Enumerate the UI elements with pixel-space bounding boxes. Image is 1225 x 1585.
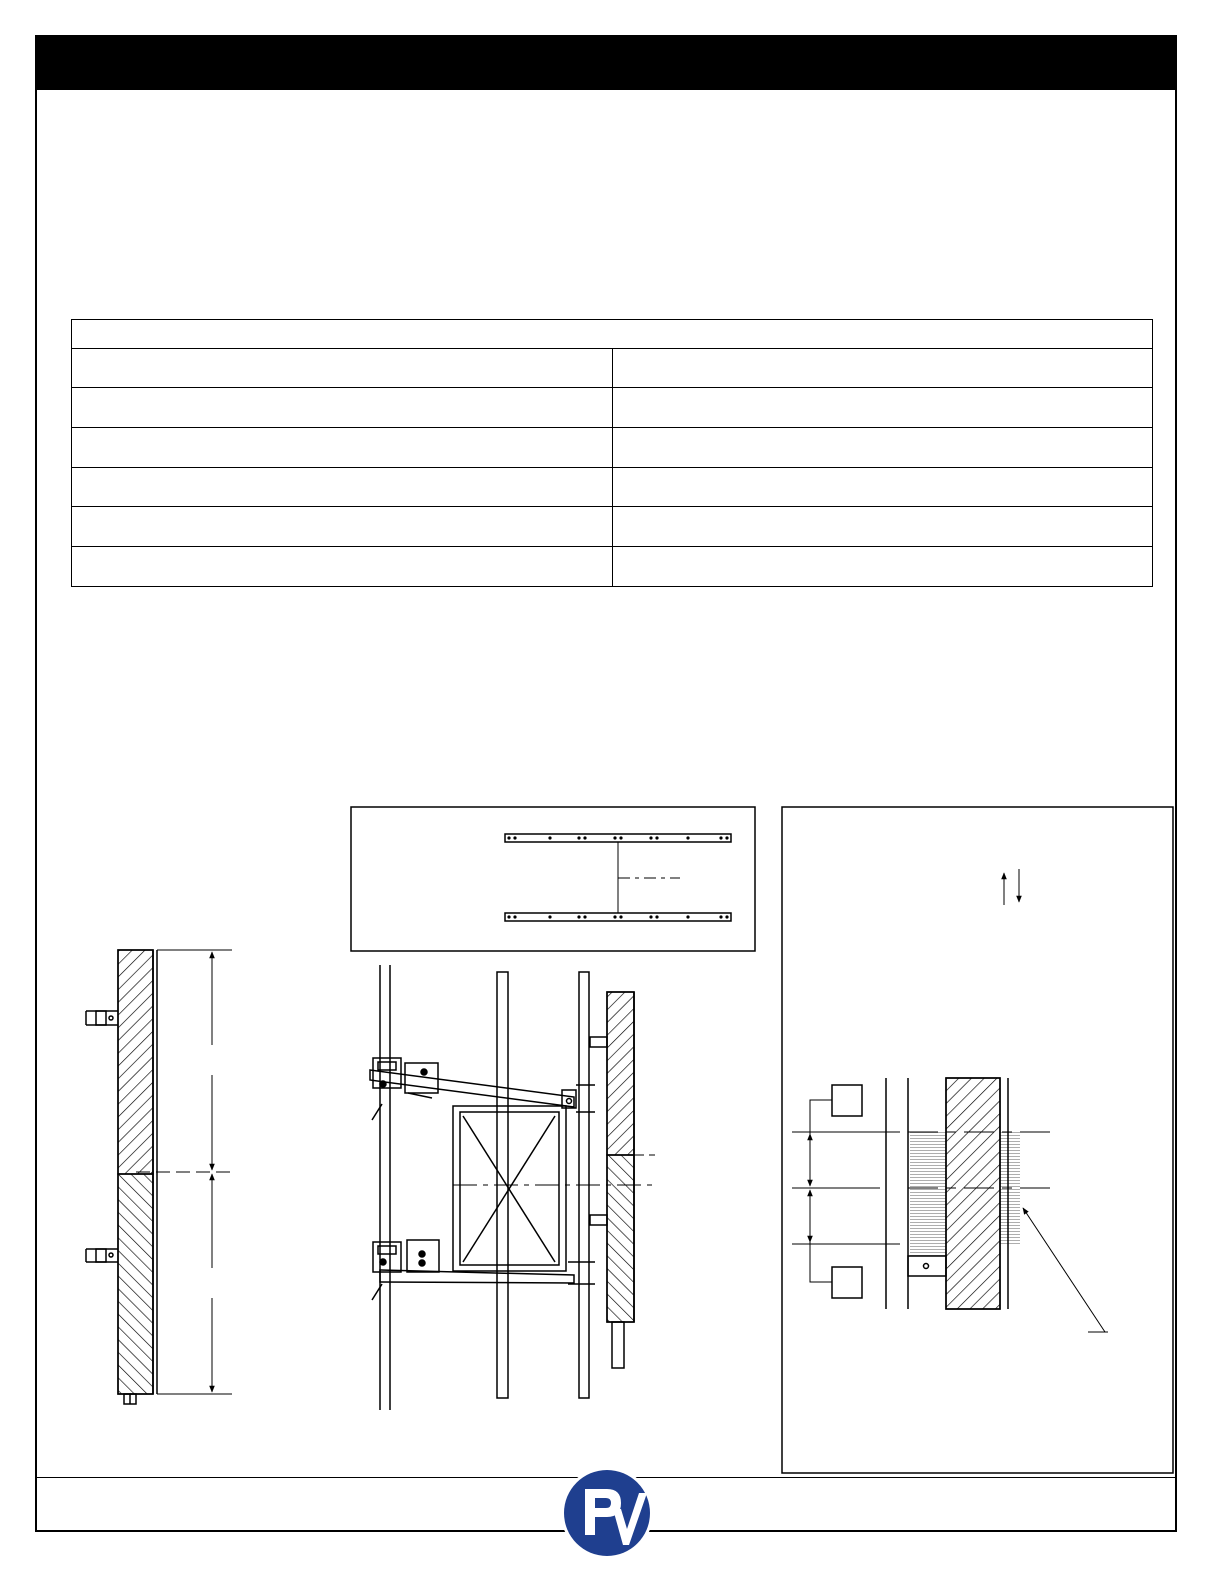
lower-panel-hatch [118,1174,153,1394]
antenna-upper-hatch [607,992,634,1155]
antenna-bracket-top [590,1037,607,1047]
rail-detail-inset [351,807,755,951]
antenna-bracket-bottom [590,1215,607,1225]
antenna-lower-hatch [607,1155,634,1322]
detail-bracket [908,1256,946,1276]
bracket-slot-zone [910,1132,946,1256]
upper-bracket [86,1011,118,1025]
adjustment-detail-drawing [782,807,1173,1473]
upper-rail [505,834,731,842]
leader-arrow [1023,1208,1105,1332]
antenna-connector [612,1322,624,1368]
detail-panel-hatch [946,1078,1000,1309]
mount-assembly-drawing [370,965,655,1410]
lower-clamp [373,1240,439,1272]
inset-frame [351,807,755,951]
lower-rail [505,913,731,921]
lower-bracket [86,1249,118,1262]
lower-bolt [568,1262,595,1284]
callout-box-bottom [832,1267,862,1298]
side-elevation-drawing [86,950,232,1404]
upper-panel-hatch [118,950,153,1174]
callout-box-top [832,1085,862,1116]
company-logo [561,1467,653,1559]
